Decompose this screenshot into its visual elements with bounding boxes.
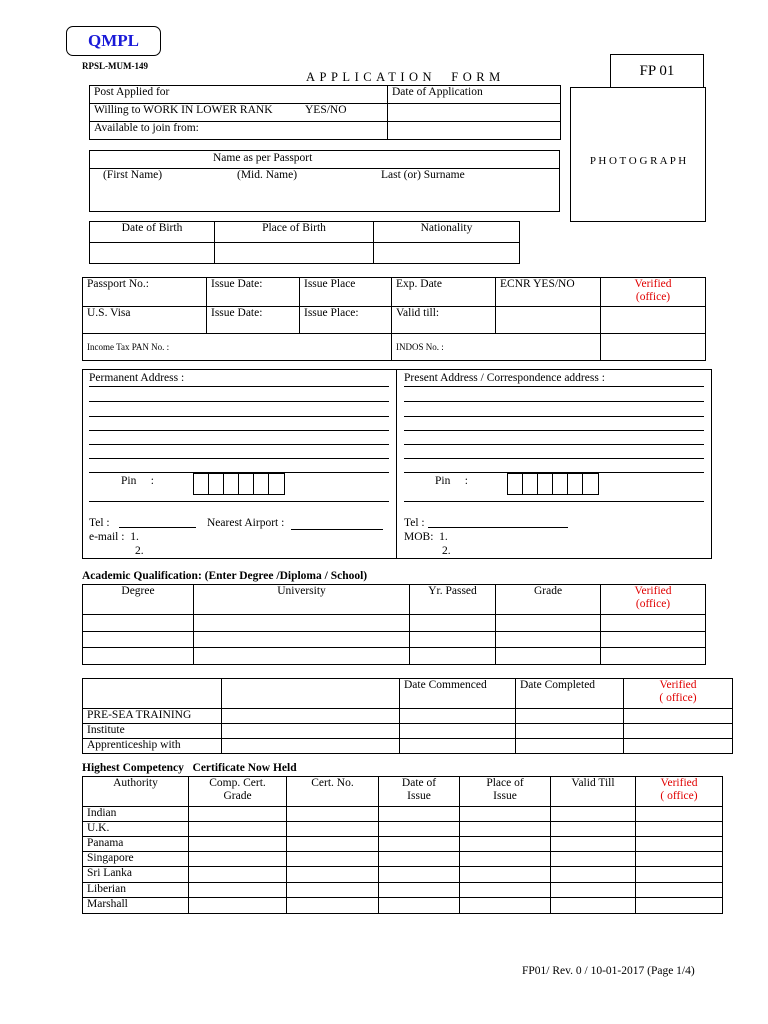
cert-cell[interactable] (287, 883, 379, 898)
cert-cell[interactable] (460, 837, 551, 852)
cert-cell[interactable] (551, 867, 636, 883)
university-cell[interactable] (194, 632, 410, 648)
dob-field[interactable] (90, 243, 215, 264)
office-label: (office) (635, 291, 671, 303)
permanent-pin-boxes[interactable] (193, 473, 285, 495)
passport-no-field[interactable]: Passport No.: (83, 278, 207, 307)
cert-cell[interactable] (460, 898, 551, 914)
page-footer: FP01/ Rev. 0 / 10-01-2017 (Page 1/4) (522, 965, 695, 977)
name-box[interactable] (89, 150, 560, 212)
cert-cell[interactable] (287, 822, 379, 837)
competency-verified-header (636, 777, 723, 807)
grade-cell[interactable] (496, 632, 601, 648)
cert-cell[interactable] (460, 852, 551, 867)
comp-cert-label: Comp. Cert. (209, 777, 266, 789)
photograph-label: P H O T O G R A P H (589, 155, 687, 167)
tel2-field[interactable] (428, 527, 568, 528)
logo-text: QMPL (88, 31, 139, 50)
cert-cell[interactable] (287, 837, 379, 852)
cert-cell[interactable] (189, 837, 287, 852)
table-row (83, 632, 706, 648)
permanent-line-5[interactable] (89, 444, 389, 445)
cert-cell[interactable] (287, 807, 379, 822)
present-line-8[interactable] (404, 501, 704, 502)
cert-cell[interactable] (551, 822, 636, 837)
visa-extra-field[interactable] (496, 307, 601, 334)
date-commenced-header: Date Commenced (400, 679, 516, 709)
present-pin-boxes[interactable] (507, 473, 599, 495)
authority-row-label: Sri Lanka (83, 867, 189, 883)
place-of-issue-header (460, 777, 551, 807)
cert-cell[interactable] (636, 822, 723, 837)
tel2-label: Tel : (404, 517, 425, 529)
mob-label-1: MOB: 1. (404, 531, 448, 543)
cert-cell[interactable] (636, 807, 723, 822)
permanent-line-3[interactable] (89, 416, 389, 417)
permanent-pin-label: Pin : (121, 475, 154, 487)
training-cell[interactable] (400, 739, 516, 754)
table-row (83, 852, 723, 867)
permanent-line-6[interactable] (89, 458, 389, 459)
pan-field[interactable]: Income Tax PAN No. : (83, 334, 392, 361)
training-cell[interactable] (624, 709, 733, 724)
first-name-label: (First Name) (103, 169, 163, 181)
table-row (83, 709, 733, 724)
cert-cell[interactable] (379, 822, 460, 837)
pob-header: Place of Birth (215, 222, 374, 243)
cert-cell[interactable] (287, 898, 379, 914)
ecnr-field[interactable]: ECNR YES/NO (496, 278, 601, 307)
training-cell[interactable] (222, 709, 400, 724)
authority-row-label: Marshall (83, 898, 189, 914)
training-office-label: ( office) (659, 692, 697, 704)
date-completed-header: Date Completed (516, 679, 624, 709)
grade-cell[interactable] (496, 648, 601, 665)
table-row (83, 822, 723, 837)
university-cell[interactable] (194, 648, 410, 665)
verified-cell[interactable] (601, 615, 706, 632)
permanent-line-8[interactable] (89, 501, 389, 502)
training-blank-header (83, 679, 222, 709)
grade-cell[interactable] (496, 615, 601, 632)
present-line-2[interactable] (404, 401, 704, 402)
training-row-label: Institute (83, 724, 222, 739)
cert-cell[interactable] (189, 898, 287, 914)
yes-no-label: YES/NO (304, 104, 347, 116)
table-row (83, 724, 733, 739)
academic-table (82, 584, 706, 665)
comp-cert-header (189, 777, 287, 807)
cert-cell[interactable] (460, 883, 551, 898)
training-cell[interactable] (400, 709, 516, 724)
issue-label: Issue (407, 790, 431, 802)
issue-date-field[interactable]: Issue Date: (207, 278, 300, 307)
indos-field[interactable]: INDOS No. : (392, 334, 601, 361)
cert-cell[interactable] (379, 867, 460, 883)
cert-cell[interactable] (636, 837, 723, 852)
cert-no-header: Cert. No. (287, 777, 379, 807)
pob-field[interactable] (215, 243, 374, 264)
address-divider (396, 370, 397, 558)
academic-office-label: (office) (635, 598, 671, 610)
post-applied-field[interactable] (90, 86, 388, 104)
date-of-application-label: Date of Application (392, 86, 483, 98)
year-cell[interactable] (410, 648, 496, 665)
cert-cell[interactable] (636, 883, 723, 898)
table-row (83, 648, 706, 665)
cert-cell[interactable] (460, 822, 551, 837)
cert-cell[interactable] (189, 807, 287, 822)
form-title: APPLICATION FORM (306, 70, 505, 84)
photograph-box[interactable] (570, 87, 706, 222)
competency-table (82, 776, 723, 914)
table-row (83, 867, 723, 883)
mid-name-label: (Mid. Name) (237, 169, 298, 181)
training-verified-label: Verified (659, 679, 697, 691)
cert-cell[interactable] (636, 852, 723, 867)
visa-issue-date-field[interactable]: Issue Date: (207, 307, 300, 334)
permanent-line-2[interactable] (89, 401, 389, 402)
year-cell[interactable] (410, 632, 496, 648)
company-logo (66, 26, 161, 56)
grade-header: Grade (496, 585, 601, 615)
cert-cell[interactable] (379, 807, 460, 822)
date-of-label: Date of (401, 777, 437, 789)
present-line-5[interactable] (404, 444, 704, 445)
training-blank-header-2 (222, 679, 400, 709)
cert-cell[interactable] (460, 867, 551, 883)
present-pin-label: Pin : (435, 475, 468, 487)
degree-cell[interactable] (83, 632, 194, 648)
us-visa-field[interactable]: U.S. Visa (83, 307, 207, 334)
nationality-field[interactable] (374, 243, 520, 264)
date-of-application-value[interactable] (388, 104, 561, 122)
training-cell[interactable] (516, 724, 624, 739)
table-row (83, 837, 723, 852)
form-code: RPSL-MUM-149 (82, 61, 148, 71)
verified-cell[interactable] (601, 632, 706, 648)
email-label-2: 2. (135, 545, 144, 557)
cert-cell[interactable] (287, 852, 379, 867)
training-cell[interactable] (222, 739, 400, 754)
dob-header: Date of Birth (90, 222, 215, 243)
nationality-header: Nationality (374, 222, 520, 243)
authority-row-label: Liberian (83, 883, 189, 898)
table-row (83, 615, 706, 632)
authority-row-label: Singapore (83, 852, 189, 867)
grade-label: Grade (223, 790, 252, 802)
table-row (83, 898, 723, 914)
visa-valid-till-field[interactable]: Valid till: (392, 307, 496, 334)
degree-header: Degree (83, 585, 194, 615)
competency-office-label: ( office) (660, 790, 698, 802)
post-applied-table (89, 85, 561, 140)
passport-table (82, 277, 706, 361)
available-to-join-label: Available to join from: (94, 122, 199, 134)
cert-cell[interactable] (189, 867, 287, 883)
tel-label: Tel : (89, 517, 110, 529)
cert-cell[interactable] (551, 807, 636, 822)
year-cell[interactable] (410, 615, 496, 632)
form-number-box (610, 54, 704, 88)
cert-cell[interactable] (379, 898, 460, 914)
academic-verified-header (601, 585, 706, 615)
table-row (83, 739, 733, 754)
exp-date-field[interactable]: Exp. Date (392, 278, 496, 307)
academic-heading: Academic Qualification: (Enter Degree /Diploma / School) (82, 570, 368, 582)
training-cell[interactable] (624, 739, 733, 754)
university-header: University (194, 585, 410, 615)
permanent-address-label: Permanent Address : (89, 372, 185, 384)
cert-cell[interactable] (551, 837, 636, 852)
nearest-airport-label: Nearest Airport : (207, 517, 285, 529)
academic-verified-label: Verified (634, 585, 672, 597)
last-name-label: Last (or) Surname (381, 169, 465, 181)
authority-row-label: Panama (83, 837, 189, 852)
place-of-label: Place of (486, 777, 524, 789)
competency-verified-label: Verified (660, 777, 698, 789)
authority-row-label: U.K. (83, 822, 189, 837)
visa-issue-place-field[interactable]: Issue Place: (300, 307, 392, 334)
issue-place-field[interactable]: Issue Place (300, 278, 392, 307)
cert-cell[interactable] (379, 852, 460, 867)
university-cell[interactable] (194, 615, 410, 632)
pan-indos-verified-field[interactable] (601, 334, 706, 361)
training-cell[interactable] (516, 709, 624, 724)
training-row-label: PRE-SEA TRAINING (83, 709, 222, 724)
training-row-label: Apprenticeship with (83, 739, 222, 754)
address-box (82, 369, 712, 559)
post-applied-label: Post Applied for (94, 86, 170, 98)
cert-cell[interactable] (287, 867, 379, 883)
verified-office-header (601, 278, 706, 307)
year-passed-header: Yr. Passed (410, 585, 496, 615)
training-cell[interactable] (624, 724, 733, 739)
verified-cell[interactable] (601, 648, 706, 665)
competency-heading: Highest Competency Certificate Now Held (82, 762, 297, 774)
available-to-join-value[interactable] (388, 122, 561, 140)
cert-cell[interactable] (189, 883, 287, 898)
cert-cell[interactable] (189, 822, 287, 837)
visa-verified-field[interactable] (601, 307, 706, 334)
present-line-3[interactable] (404, 416, 704, 417)
training-verified-header (624, 679, 733, 709)
cert-cell[interactable] (379, 883, 460, 898)
cert-cell[interactable] (460, 807, 551, 822)
available-to-join-field[interactable] (90, 122, 388, 140)
present-line-1[interactable] (404, 386, 704, 387)
authority-row-label: Indian (83, 807, 189, 822)
name-heading: Name as per Passport (213, 152, 313, 164)
cert-cell[interactable] (636, 898, 723, 914)
willing-lower-rank-label: Willing to WORK IN LOWER RANK (94, 104, 273, 116)
willing-lower-rank-field[interactable] (90, 104, 388, 122)
cert-cell[interactable] (379, 837, 460, 852)
cert-cell[interactable] (551, 852, 636, 867)
training-cell[interactable] (516, 739, 624, 754)
permanent-line-1[interactable] (89, 386, 389, 387)
table-row (83, 883, 723, 898)
present-address-label: Present Address / Correspondence address : (404, 372, 605, 384)
degree-cell[interactable] (83, 615, 194, 632)
issue2-label: Issue (493, 790, 517, 802)
tel-field[interactable] (119, 527, 196, 528)
valid-till-header: Valid Till (551, 777, 636, 807)
training-cell[interactable] (400, 724, 516, 739)
training-table (82, 678, 733, 754)
degree-cell[interactable] (83, 648, 194, 665)
email-label-1: e-mail : 1. (89, 531, 139, 543)
cert-cell[interactable] (551, 883, 636, 898)
birth-table (89, 221, 520, 264)
present-line-4[interactable] (404, 430, 704, 431)
present-line-6[interactable] (404, 458, 704, 459)
date-of-application-field[interactable] (388, 86, 561, 104)
mob-label-2: 2. (442, 545, 451, 557)
nearest-airport-field[interactable] (291, 529, 383, 530)
form-number: FP 01 (639, 62, 675, 79)
training-cell[interactable] (222, 724, 400, 739)
cert-cell[interactable] (189, 852, 287, 867)
date-of-issue-header (379, 777, 460, 807)
cert-cell[interactable] (551, 898, 636, 914)
verified-label: Verified (634, 278, 672, 290)
authority-header: Authority (83, 777, 189, 807)
permanent-line-4[interactable] (89, 430, 389, 431)
table-row (83, 807, 723, 822)
cert-cell[interactable] (636, 867, 723, 883)
